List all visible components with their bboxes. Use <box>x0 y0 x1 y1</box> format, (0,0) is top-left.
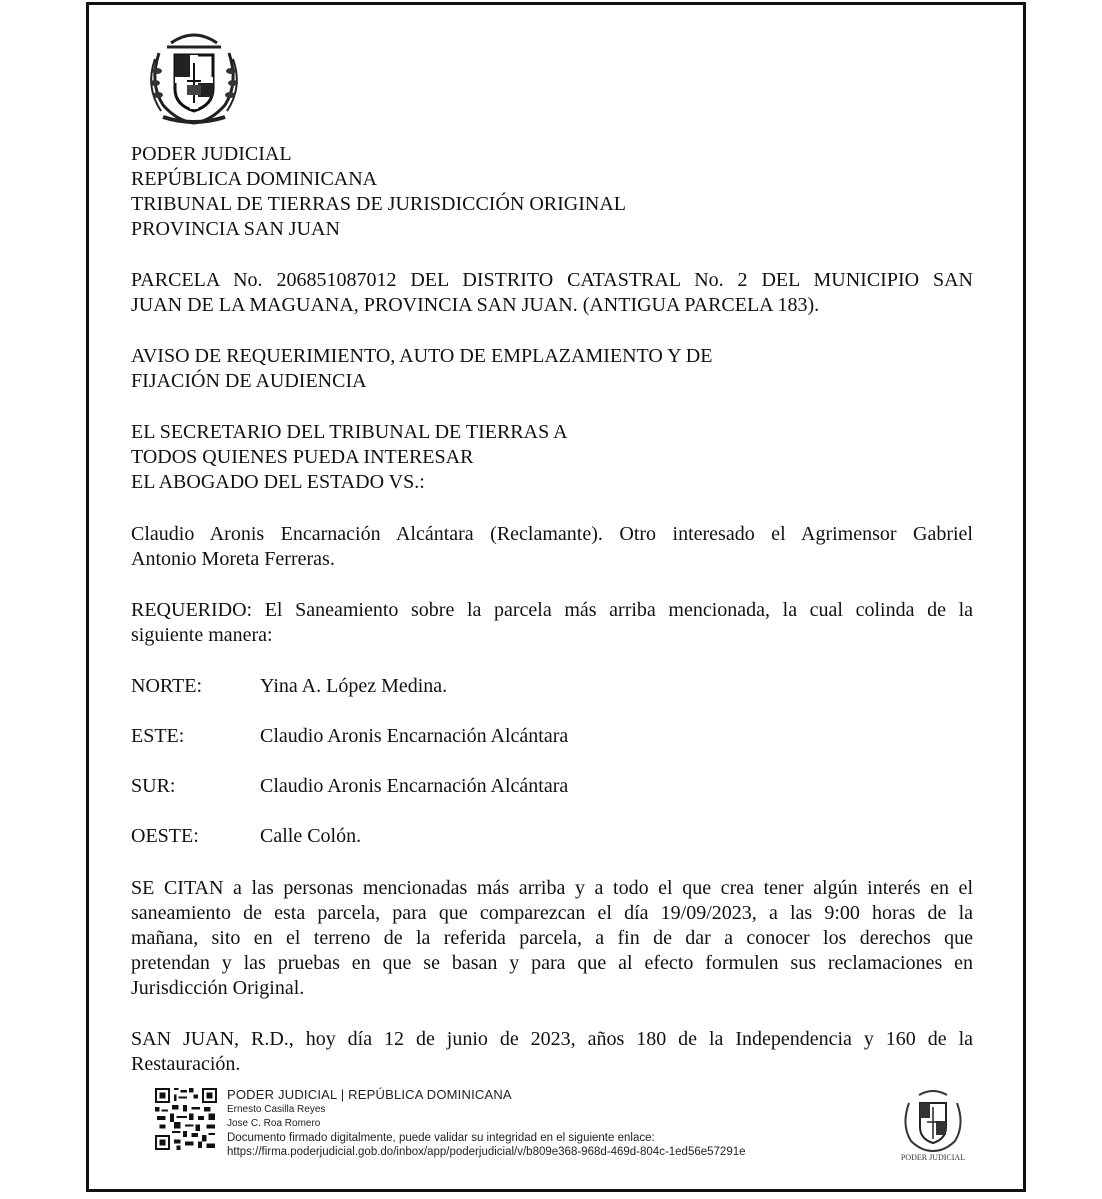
parcel-line: PARCELA No. 206851087012 DEL DISTRITO CATASTRAL No. 2 DEL MUNICIPIO SAN <box>131 269 973 291</box>
boundary-value: Claudio Aronis Encarnación Alcántara <box>260 725 569 747</box>
parcel-description <box>131 268 973 318</box>
document-page <box>86 2 1026 1192</box>
boundary-row-east <box>131 724 973 749</box>
boundary-row-south <box>131 774 973 799</box>
addressee-line: TODOS QUIENES PUEDA INTERESAR <box>131 446 474 468</box>
citation-line: saneamiento de esta parcela, para que comparezcan el día 19/09/2023, a las 9:00 horas de la <box>131 902 973 924</box>
notice-title <box>131 344 973 394</box>
parties-line: Antonio Moreta Ferreras. <box>131 548 335 570</box>
parcel-line: JUAN DE LA MAGUANA, PROVINCIA SAN JUAN. (ANTIGUA PARCELA 183). <box>131 294 820 316</box>
addressee-line: EL SECRETARIO DEL TRIBUNAL DE TIERRAS A <box>131 421 568 443</box>
validation-notice: Documento firmado digitalmente, puede validar su integridad en el siguiente enlace: <box>227 1132 655 1144</box>
qr-code-icon[interactable] <box>155 1088 217 1150</box>
court-header <box>131 142 973 242</box>
judicial-branch-logo <box>893 1085 973 1169</box>
header-line: PODER JUDICIAL <box>131 143 292 165</box>
signer-name: Ernesto Casilla Reyes <box>227 1104 326 1115</box>
addressee-line: EL ABOGADO DEL ESTADO VS.: <box>131 471 425 493</box>
notice-title-line: FIJACIÓN DE AUDIENCIA <box>131 370 367 392</box>
requirement-line: siguiente manera: <box>131 624 273 646</box>
header-line: TRIBUNAL DE TIERRAS DE JURISDICCIÓN ORIGINAL <box>131 193 626 215</box>
validation-link[interactable]: https://firma.poderjudicial.gob.do/inbox/app/poderjudicial/v/b809e368-968d-469d-804c-1ed56e57291e <box>227 1146 746 1158</box>
citation-line: SE CITAN a las personas mencionadas más arriba y a todo el que crea tener algún interés en el <box>131 877 973 899</box>
boundary-row-west <box>131 824 973 849</box>
header-line: PROVINCIA SAN JUAN <box>131 218 340 240</box>
signer-name: Jose C. Roa Romero <box>227 1118 321 1129</box>
signature-details <box>227 1087 746 1159</box>
header-line: REPÚBLICA DOMINICANA <box>131 168 378 190</box>
parties-line: Claudio Aronis Encarnación Alcántara (Reclamante). Otro interesado el Agrimensor Gabriel <box>131 523 973 545</box>
boundary-label: ESTE: <box>131 725 185 747</box>
closing-line: Restauración. <box>131 1053 241 1075</box>
requirement-paragraph <box>131 598 973 648</box>
boundary-label: NORTE: <box>131 675 203 697</box>
boundary-value: Claudio Aronis Encarnación Alcántara <box>260 775 569 797</box>
footer-title: PODER JUDICIAL | REPÚBLICA DOMINICANA <box>227 1087 512 1102</box>
boundary-label: OESTE: <box>131 825 199 847</box>
citation-line: Jurisdicción Original. <box>131 977 305 999</box>
closing-line: SAN JUAN, R.D., hoy día 12 de junio de 2023, años 180 de la Independencia y 160 de la <box>131 1028 973 1050</box>
boundary-row-north <box>131 674 973 699</box>
addressee <box>131 420 973 495</box>
coat-of-arms-icon <box>141 23 247 131</box>
citation-line: mañana, sito en el terreno de la referida parcela, a fin de dar a conocer los derechos que <box>131 927 973 949</box>
requirement-line: REQUERIDO: El Saneamiento sobre la parcela más arriba mencionada, la cual colinda de la <box>131 599 973 621</box>
citation-paragraph <box>131 876 973 1001</box>
digital-signature-footer <box>155 1085 985 1175</box>
logo-caption: PODER JUDICIAL <box>900 1153 966 1162</box>
citation-line: pretendan y las pruebas en que se basan y para que al efecto formulen sus reclamaciones en <box>131 952 973 974</box>
closing-paragraph <box>131 1027 973 1077</box>
boundary-value: Yina A. López Medina. <box>260 675 448 697</box>
parties-paragraph <box>131 522 973 572</box>
boundary-value: Calle Colón. <box>260 825 362 847</box>
coat-of-arms-icon <box>893 1085 973 1153</box>
boundary-label: SUR: <box>131 775 176 797</box>
notice-title-line: AVISO DE REQUERIMIENTO, AUTO DE EMPLAZAMIENTO Y DE <box>131 345 713 367</box>
